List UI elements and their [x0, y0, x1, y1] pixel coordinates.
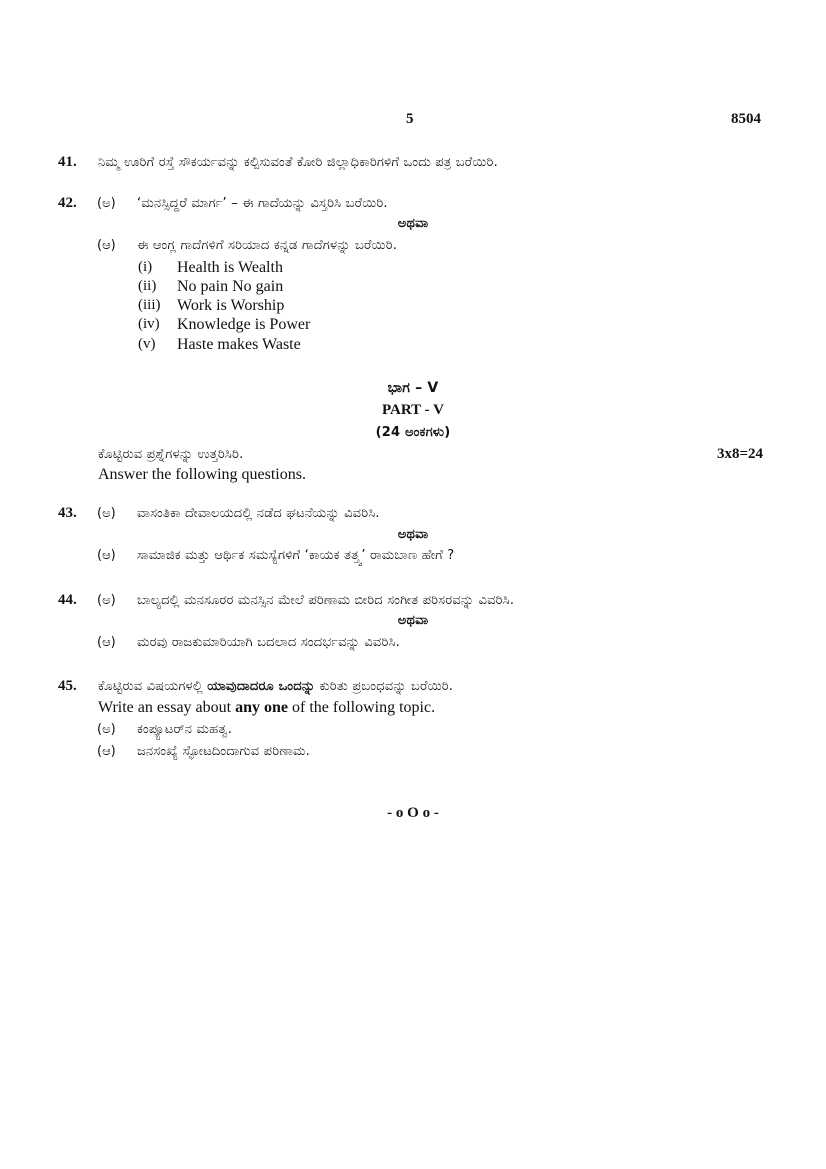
question-45-english-prompt	[98, 699, 435, 717]
question-45-en-bold: any one	[235, 699, 288, 716]
question-44-option-b-label: (ಆ)	[97, 635, 116, 650]
question-45-option-a-label: (ಅ)	[97, 722, 116, 737]
part-kannada-title: ಭಾಗ – V	[387, 380, 439, 396]
marks-scheme: 3x8=24	[717, 446, 764, 462]
question-44-option-a-label: (ಅ)	[97, 593, 116, 608]
question-44-number: 44.	[58, 592, 77, 608]
part-marks-total: (24 ಅಂಕಗಳು)	[375, 425, 451, 440]
proverb-1-text: Health is Wealth	[177, 259, 283, 276]
part-english-title: PART - V	[382, 402, 444, 418]
question-43-option-a-text: ವಾಸಂತಿಕಾ ದೇವಾಲಯದಲ್ಲಿ ನಡೆದ ಘಟನೆಯನ್ನು ವಿವರಿಸಿ.	[137, 506, 380, 521]
question-44-or: ಅಥವಾ	[397, 613, 429, 628]
proverb-5-text: Haste makes Waste	[177, 336, 301, 353]
question-43-option-a-label: (ಅ)	[97, 506, 116, 521]
question-44-option-b-text: ಮರವು ರಾಜಕುಮಾರಿಯಾಗಿ ಬದಲಾದ ಸಂದರ್ಭವನ್ನು ವಿವರಿಸಿ.	[137, 635, 400, 650]
proverb-3-text: Work is Worship	[177, 297, 285, 314]
question-42-or: ಅಥವಾ	[397, 216, 429, 231]
question-45-en-pre: Write an essay about	[98, 699, 236, 716]
question-42-number: 42.	[58, 195, 77, 211]
question-43-option-b-text: ಸಾಮಾಜಿಕ ಮತ್ತು ಆರ್ಥಿಕ ಸಮಸ್ಯೆಗಳಿಗೆ ‘ಕಾಯಕ ತತ್ತ್ವ’ ರಾಮಬಾಣ ಹೇಗೆ ?	[137, 548, 455, 563]
question-42-option-b-text: ಈ ಆಂಗ್ಲ ಗಾದೆಗಳಿಗೆ ಸರಿಯಾದ ಕನ್ನಡ ಗಾದೆಗಳನ್ನು ಬರೆಯಿರಿ.	[137, 238, 398, 253]
question-45-number: 45.	[58, 678, 77, 694]
question-45-kn-post: ಕುರಿತು ಪ್ರಬಂಧವನ್ನು ಬರೆಯಿರಿ.	[315, 679, 454, 694]
question-41-number: 41.	[58, 154, 77, 170]
question-45-kannada-prompt	[98, 679, 453, 694]
proverb-5-number: (v)	[138, 336, 156, 352]
question-45-option-b-label: (ಆ)	[97, 744, 116, 759]
proverb-4-number: (iv)	[138, 316, 160, 332]
proverb-2-number: (ii)	[138, 278, 157, 294]
end-of-paper-mark: - o O o -	[387, 805, 439, 821]
proverb-1-number: (i)	[138, 259, 153, 275]
proverb-4-text: Knowledge is Power	[177, 316, 311, 333]
page-number: 5	[406, 111, 414, 127]
instruction-kannada: ಕೊಟ್ಟಿರುವ ಪ್ರಶ್ನೆಗಳನ್ನು ಉತ್ತರಿಸಿರಿ.	[98, 447, 244, 462]
question-43-or: ಅಥವಾ	[397, 527, 429, 542]
question-42-option-a-label: (ಅ)	[97, 196, 116, 211]
question-45-option-a-text: ಕಂಪ್ಯೂಟರ್‌ನ ಮಹತ್ವ.	[137, 722, 233, 737]
question-44-option-a-text: ಬಾಲ್ಯದಲ್ಲಿ ಮನಸೂರರ ಮನಸ್ಸಿನ ಮೇಲೆ ಪರಿಣಾಮ ಬೀರಿದ ಸಂಗೀತ ಪರಿಸರವನ್ನು ವಿವರಿಸಿ.	[137, 593, 515, 608]
question-45-en-post: of the following topic.	[288, 699, 436, 716]
question-41-text: ನಿಮ್ಮ ಊರಿಗೆ ರಸ್ತೆ ಸೌಕರ್ಯವನ್ನು ಕಲ್ಪಿಸುವಂತೆ ಕೋರಿ ಜಿಲ್ಲಾಧಿಕಾರಿಗಳಿಗೆ ಒಂದು ಪತ್ರ ಬರೆಯಿರಿ.	[98, 155, 498, 170]
proverb-3-number: (iii)	[138, 297, 161, 313]
question-45-kn-bold: ಯಾವುದಾದರೂ ಒಂದನ್ನು	[207, 679, 316, 694]
question-43-option-b-label: (ಆ)	[97, 548, 116, 563]
question-45-option-b-text: ಜನಸಂಖ್ಯೆ ಸ್ಫೋಟದಿಂದಾಗುವ ಪರಿಣಾಮ.	[137, 744, 310, 759]
proverb-2-text: No pain No gain	[177, 278, 284, 295]
question-45-kn-pre: ಕೊಟ್ಟಿರುವ ವಿಷಯಗಳಲ್ಲಿ	[98, 679, 208, 694]
question-43-number: 43.	[58, 505, 77, 521]
instruction-english: Answer the following questions.	[98, 466, 306, 483]
question-42-option-b-label: (ಆ)	[97, 238, 116, 253]
paper-code: 8504	[731, 111, 761, 127]
question-42-option-a-text: ‘ಮನಸ್ಸಿದ್ದರೆ ಮಾರ್ಗ’ – ಈ ಗಾದೆಯನ್ನು ವಿಸ್ತರಿಸಿ ಬರೆಯಿರಿ.	[137, 196, 388, 211]
